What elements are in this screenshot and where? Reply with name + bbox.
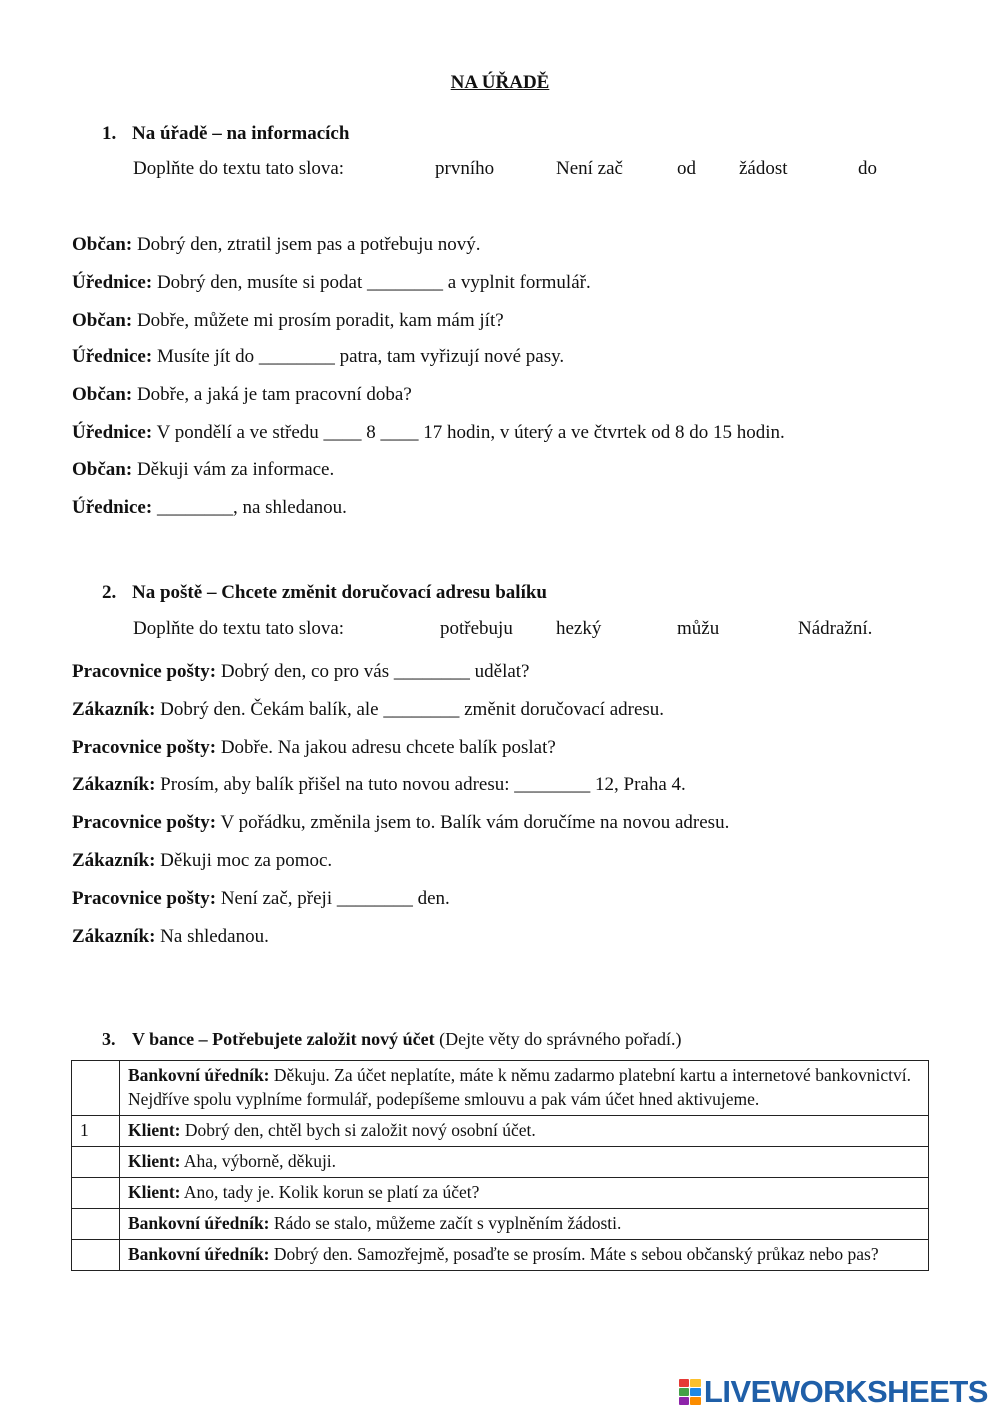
word-bank-item: potřebuju [440,618,513,639]
dialogue-line [72,384,412,406]
speaker-label: Klient: [128,1182,181,1202]
logo-mark-icon [679,1379,701,1405]
word-bank-item: hezký [556,618,602,639]
section-1-heading [102,123,349,145]
section-2-heading [102,582,547,604]
speaker-label: Pracovnice pošty: [72,737,217,758]
dialogue-line [72,737,556,759]
speaker-label: Úřednice: [72,422,153,443]
sentence-text: Dobrý den, chtěl bych si založit nový osobní účet. [184,1120,536,1140]
sentence-cell [120,1147,929,1178]
dialogue-line [72,459,334,481]
word-bank-item: žádost [739,158,788,179]
dialogue-text: Dobrý den. Čekám balík, ale ________ změnit doručovací adresu. [160,699,665,720]
order-number-cell[interactable] [72,1178,120,1209]
sentence-text: Rádo se stalo, můžeme začít s vyplněním žádosti. [273,1213,622,1233]
speaker-label: Pracovnice pošty: [72,812,217,833]
speaker-label: Občan: [72,310,133,331]
sentence-cell [120,1178,929,1209]
dialogue-text: Dobře, můžete mi prosím poradit, kam mám jít? [136,310,504,331]
order-number-cell[interactable] [72,1209,120,1240]
word-bank-item: Není zač [556,158,623,179]
dialogue-text: Dobře, a jaká je tam pracovní doba? [136,384,412,405]
order-number-cell[interactable] [72,1240,120,1271]
speaker-label: Klient: [128,1120,181,1140]
section-3-note: (Dejte věty do správného pořadí.) [439,1029,682,1049]
page-title: NA ÚŘADĚ [450,72,550,93]
logo-square [679,1388,690,1396]
word-bank-item: Nádražní. [798,618,873,639]
word-bank-item: můžu [677,618,720,639]
dialogue-text: Není zač, přeji ________ den. [220,888,450,909]
order-number-cell[interactable] [72,1147,120,1178]
speaker-label: Úřednice: [72,497,153,518]
speaker-label: Pracovnice pošty: [72,888,217,909]
logo-square [690,1388,701,1396]
sentence-text: Ano, tady je. Kolik korun se platí za účet? [183,1182,480,1202]
speaker-label: Zákazník: [72,699,156,720]
section-2-instruction: Doplňte do textu tato slova: [133,618,345,639]
speaker-label: Bankovní úředník: [128,1213,270,1233]
sentence-cell [120,1116,929,1147]
dialogue-line [72,497,347,519]
dialogue-line [72,926,269,948]
order-number-cell[interactable] [72,1061,120,1116]
dialogue-line [72,850,332,872]
dialogue-text: ________, na shledanou. [156,497,347,518]
section-2-title: Na poště – Chcete změnit doručovací adresu balíku [132,582,547,603]
speaker-label: Občan: [72,384,133,405]
dialogue-text: Dobrý den, co pro vás ________ udělat? [220,661,530,682]
dialogue-text: V pondělí a ve středu ____ 8 ____ 17 hodin, v úterý a ve čtvrtek od 8 do 15 hodin. [156,422,785,443]
logo-text: LIVEWORKSHEETS [703,1374,988,1409]
logo-square [690,1397,701,1405]
dialogue-line [72,234,480,256]
word-bank-item: do [858,158,877,179]
ordering-table [71,1060,929,1271]
speaker-label: Zákazník: [72,850,156,871]
section-1-instruction: Doplňte do textu tato slova: [133,158,345,179]
speaker-label: Klient: [128,1151,181,1171]
dialogue-text: Děkuji moc za pomoc. [160,850,333,871]
speaker-label: Bankovní úředník: [128,1244,270,1264]
dialogue-text: Děkuji vám za informace. [136,459,335,480]
dialogue-text: Dobře. Na jakou adresu chcete balík poslat? [220,737,556,758]
section-3-title: V bance – Potřebujete založit nový účet [132,1029,435,1049]
table-row [72,1116,929,1147]
dialogue-line [72,888,450,910]
speaker-label: Úřednice: [72,346,153,367]
order-number-cell[interactable]: 1 [72,1116,120,1147]
word-bank-item: od [677,158,696,179]
speaker-label: Úřednice: [72,272,153,293]
sentence-text: Dobrý den. Samozřejmě, posaďte se prosím. Máte s sebou občanský průkaz nebo pas? [273,1244,879,1264]
section-1-title: Na úřadě – na informacích [132,123,350,144]
sentence-cell [120,1209,929,1240]
speaker-label: Občan: [72,459,133,480]
dialogue-line [72,699,664,721]
dialogue-line [72,272,591,294]
dialogue-line [72,422,785,444]
dialogue-text: Musíte jít do ________ patra, tam vyřizují nové pasy. [156,346,565,367]
dialogue-text: Dobrý den, ztratil jsem pas a potřebuju nový. [136,234,481,255]
dialogue-line [72,774,686,796]
word-bank-item: prvního [435,158,495,179]
speaker-label: Zákazník: [72,774,156,795]
speaker-label: Pracovnice pošty: [72,661,217,682]
speaker-label: Bankovní úředník: [128,1065,270,1085]
liveworksheets-logo[interactable] [679,1374,988,1410]
section-2-number: 2. [102,582,117,603]
section-1-number: 1. [102,123,117,144]
section-3-heading [102,1029,682,1050]
speaker-label: Zákazník: [72,926,156,947]
speaker-label: Občan: [72,234,133,255]
logo-square [679,1397,690,1405]
table-row [72,1147,929,1178]
section-3-number: 3. [102,1029,116,1049]
dialogue-text: V pořádku, změnila jsem to. Balík vám doručíme na novou adresu. [220,812,730,833]
table-row [72,1178,929,1209]
dialogue-line [72,310,504,332]
dialogue-text: Prosím, aby balík přišel na tuto novou adresu: ________ 12, Praha 4. [160,774,686,795]
dialogue-line [72,812,729,834]
sentence-cell [120,1240,929,1271]
logo-square [679,1379,690,1387]
dialogue-line [72,661,530,683]
logo-square [690,1379,701,1387]
table-row [72,1240,929,1271]
sentence-cell [120,1061,929,1116]
table-row [72,1209,929,1240]
dialogue-line [72,346,564,368]
sentence-text: Aha, výborně, děkuji. [183,1151,337,1171]
table-row [72,1061,929,1116]
dialogue-text: Dobrý den, musíte si podat ________ a vyplnit formulář. [156,272,591,293]
dialogue-text: Na shledanou. [160,926,269,947]
sentence-text: Děkuju. Za účet neplatíte, máte k němu zadarmo platební kartu a internetové bankovnictví. Nejdříve spolu vyplníme formulář, podepíšeme smlouvu a pak vám účet hned aktivujeme. [128,1065,911,1109]
